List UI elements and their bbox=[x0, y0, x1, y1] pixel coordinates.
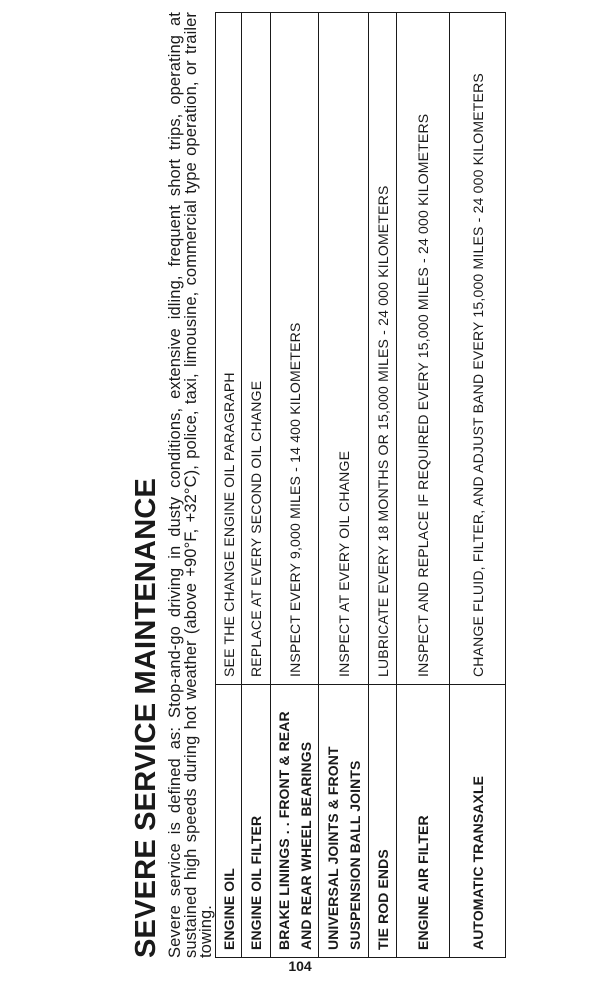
service-item: TIE ROD ENDS bbox=[369, 685, 397, 958]
service-item: ENGINE OIL FILTER bbox=[242, 685, 271, 958]
service-item: ENGINE AIR FILTER bbox=[397, 685, 450, 958]
service-item: UNIVERSAL JOINTS & FRONT SUSPENSION BALL JOINTS bbox=[319, 685, 369, 958]
service-interval: CHANGE FLUID, FILTER, AND ADJUST BAND EVERY 15,000 MILES - 24 000 KILOMETERS bbox=[450, 13, 506, 685]
rotated-content bbox=[126, 8, 526, 958]
table-row bbox=[450, 13, 506, 958]
service-item: ENGINE OIL bbox=[216, 685, 242, 958]
table-row bbox=[216, 13, 242, 958]
service-interval: LUBRICATE EVERY 18 MONTHS OR 15,000 MILES - 24 000 KILOMETERS bbox=[369, 13, 397, 685]
service-interval: INSPECT EVERY 9,000 MILES - 14 400 KILOMETERS bbox=[271, 13, 319, 685]
page-number: 104 bbox=[288, 958, 312, 974]
table-row bbox=[397, 13, 450, 958]
table-row bbox=[319, 13, 369, 958]
service-interval: INSPECT AT EVERY OIL CHANGE bbox=[319, 13, 369, 685]
page-title: SEVERE SERVICE MAINTENANCE bbox=[130, 477, 162, 958]
service-interval: REPLACE AT EVERY SECOND OIL CHANGE bbox=[242, 13, 271, 685]
table-row bbox=[242, 13, 271, 958]
service-interval: SEE THE CHANGE ENGINE OIL PARAGRAPH bbox=[216, 13, 242, 685]
table-row bbox=[369, 13, 397, 958]
service-interval: INSPECT AND REPLACE IF REQUIRED EVERY 15,000 MILES - 24 000 KILOMETERS bbox=[397, 13, 450, 685]
service-item: BRAKE LININGS . . FRONT & REAR AND REAR WHEEL BEARINGS bbox=[271, 685, 319, 958]
maintenance-table bbox=[215, 12, 506, 958]
table-row bbox=[271, 13, 319, 958]
intro-paragraph: Severe service is defined as: Stop-and-go driving in dusty conditions, extensive idling, frequent short trips, operating at sustained high speeds during hot weather (above +90°F, +32°C), police, taxi, limousine, commercial type operation, or trailer towing. bbox=[166, 12, 215, 958]
service-item: AUTOMATIC TRANSAXLE bbox=[450, 685, 506, 958]
